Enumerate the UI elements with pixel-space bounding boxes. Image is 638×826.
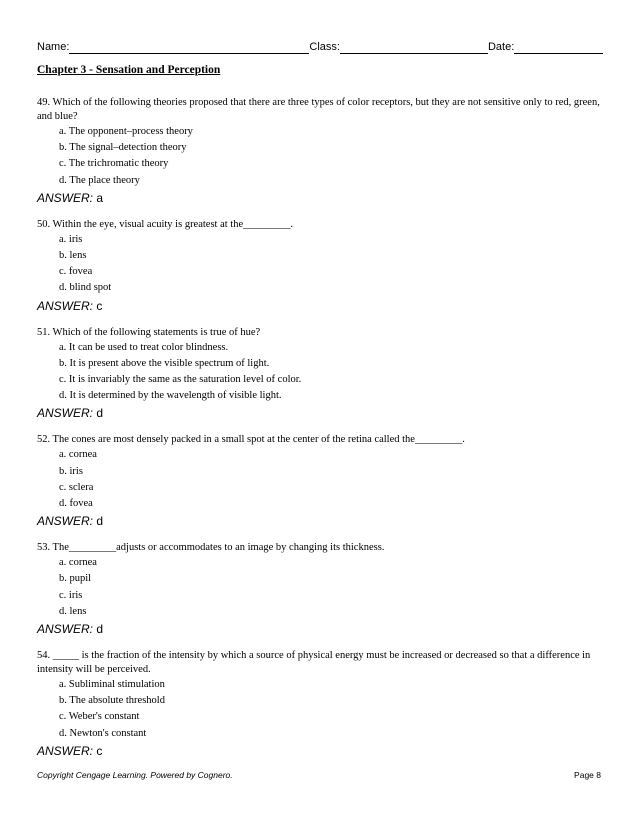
question-52 <box>37 433 603 529</box>
answer-label: ANSWER: <box>37 622 94 637</box>
answer-value: d <box>96 622 104 637</box>
option-c: c. Weber's constant <box>59 711 140 723</box>
option-c: c. sclera <box>59 481 94 493</box>
answer-line <box>37 298 603 314</box>
answer-label: ANSWER: <box>37 190 94 205</box>
option-a: a. iris <box>59 233 83 245</box>
option-a: a. Subliminal stimulation <box>59 679 165 691</box>
question-54 <box>37 649 603 759</box>
option-d: d. fovea <box>59 498 93 510</box>
option-c: c. iris <box>59 589 83 601</box>
option-d: d. blind spot <box>59 282 112 294</box>
question-50 <box>37 218 603 314</box>
class-label: Class: <box>309 41 340 53</box>
chapter-title: Chapter 3 - Sensation and Perception <box>37 64 221 76</box>
option-c: c. The trichromatic theory <box>59 158 169 170</box>
answer-label: ANSWER: <box>37 298 94 313</box>
option-a: a. The opponent–process theory <box>59 126 193 137</box>
option-a: a. cornea <box>59 449 97 461</box>
page-number: Page 8 <box>574 770 601 780</box>
option-b: b. The signal–detection theory <box>59 142 187 154</box>
date-label: Date: <box>487 41 515 53</box>
answer-value: c <box>96 298 103 313</box>
option-a: a. It can be used to treat color blindness. <box>59 341 229 353</box>
header-fields <box>37 38 603 54</box>
option-a: a. cornea <box>59 557 97 569</box>
option-b: b. lens <box>59 250 87 262</box>
name-blank-line <box>69 41 309 54</box>
answer-value: a <box>96 190 104 205</box>
question-text: 50. Within the eye, visual acuity is greatest at the_________. <box>37 218 293 230</box>
answer-line <box>37 405 603 421</box>
question-text: 51. Which of the following statements is true of hue? <box>37 326 261 338</box>
question-53 <box>37 541 603 637</box>
option-b: b. The absolute threshold <box>59 695 165 707</box>
answer-label: ANSWER: <box>37 743 94 758</box>
question-text: 54. _____ is the fraction of the intensity by which a source of physical energy must be increased or decreased so that a difference in intensity will be perceived. <box>37 650 591 676</box>
answer-line <box>37 743 603 759</box>
answer-label: ANSWER: <box>37 514 94 529</box>
answer-label: ANSWER: <box>37 406 94 421</box>
option-c: c. fovea <box>59 266 93 278</box>
question-text: 49. Which of the following theories proposed that there are three types of color receptors, but they are not sensitive only to red, green, and blue? <box>37 97 600 122</box>
question-text: 53. The_________adjusts or accommodates to an image by changing its thickness. <box>37 542 385 554</box>
answer-value: d <box>96 514 104 529</box>
question-49 <box>37 96 603 206</box>
option-b: b. It is present above the visible spectrum of light. <box>59 357 270 369</box>
option-d: d. The place theory <box>59 174 140 186</box>
answer-line <box>37 621 603 637</box>
option-d: d. lens <box>59 605 87 617</box>
question-text: 52. The cones are most densely packed in a small spot at the center of the retina called the_________. <box>37 434 465 446</box>
option-c: c. It is invariably the same as the saturation level of color. <box>59 374 302 386</box>
answer-value: d <box>96 406 104 421</box>
date-blank-line <box>514 41 603 54</box>
option-d: d. Newton's constant <box>59 727 147 739</box>
answer-value: c <box>96 743 103 758</box>
question-list <box>37 96 603 771</box>
question-51 <box>37 326 603 422</box>
name-label: Name: <box>37 41 70 53</box>
answer-line <box>37 190 603 206</box>
option-b: b. iris <box>59 465 83 477</box>
copyright-footer: Copyright Cengage Learning. Powered by Cognero. <box>37 770 233 780</box>
class-blank-line <box>340 41 488 54</box>
option-b: b. pupil <box>59 573 92 585</box>
option-d: d. It is determined by the wavelength of visible light. <box>59 390 282 402</box>
answer-line <box>37 513 603 529</box>
